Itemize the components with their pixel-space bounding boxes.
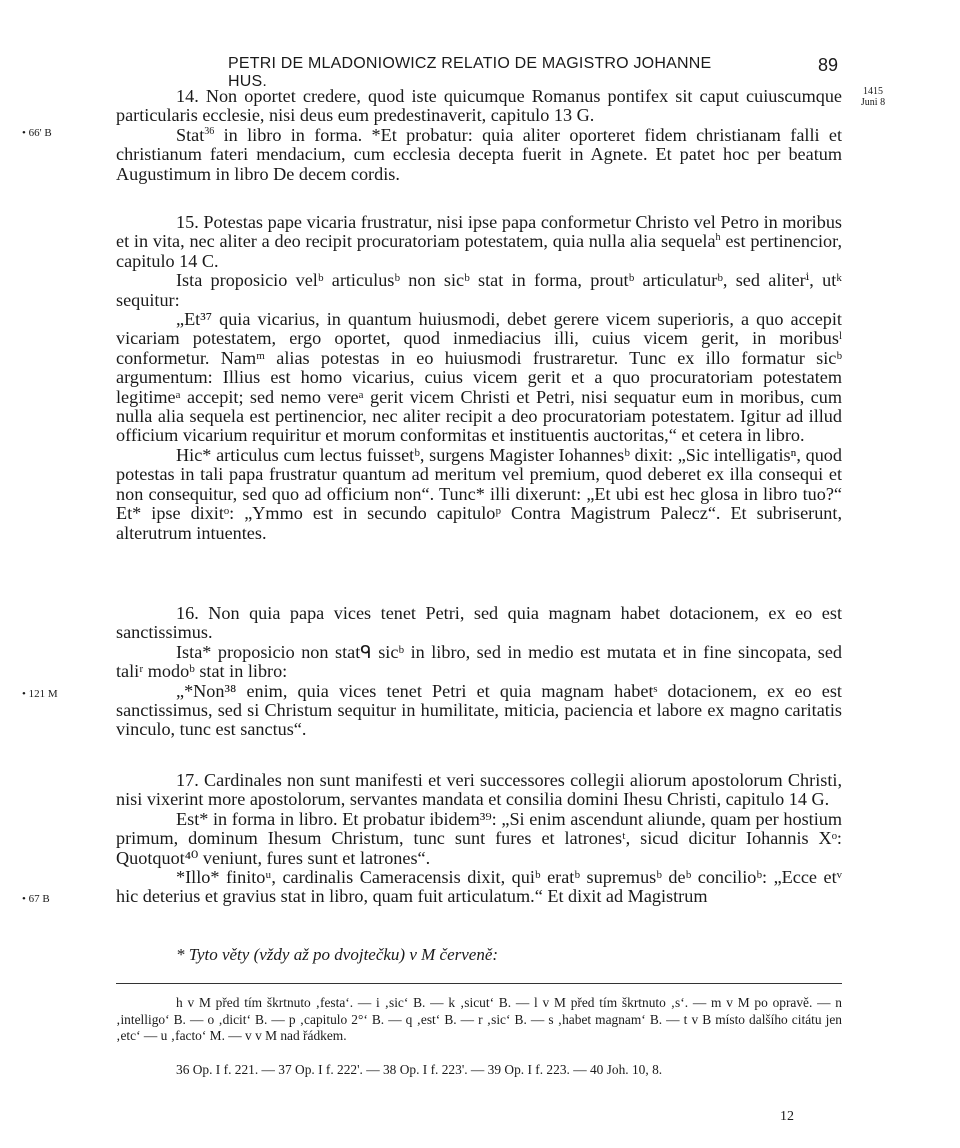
- article-15-quote: „Et³⁷ quia vicarius, in quantum huiusmodi, debet gerere vicem superioris, a quo accepit vicariam potestatem, ergo oportet, quod inmediacius illi, cuius vicem gerit, in moribusˡ conformetur. Namᵐ alias potestas in eo huiusmodi frustraretur. Tunc ex illo formatur sicᵇ argumentum: Illius est homo vicarius, cuius vicem gerit et a quo procuratoriam potestatem legitimeᵃ accepit; sed nemo vereᵃ gerit vicem Christi et Petri, nisi sequatur eum in moribus, cum nulla alia sequela est pertinencior, nec aliter recipit a deo procuratoriam potestatem. Igitur ad illud officium vicarium requiritur et morum conformitas et instituentis auctoritas,“ et cetera in libro.: [116, 309, 842, 446]
- article-16-comment: Ista* proposicio non statᑫ sicᵇ in libro, sed in medio est mutata et in fine sincopata, sed taliʳ modoᵇ stat in libro:: [116, 641, 842, 682]
- footnotes-apparatus: [116, 995, 842, 1045]
- running-head: PETRI DE MLADONIOWICZ RELATIO DE MAGISTRO JOHANNE HUS.: [228, 55, 712, 90]
- article-16-quote: „*Non³⁸ enim, quia vices tenet Petri et quia magnam habetˢ dotacionem, ex eo est sanctissimus, sed si Christum sequitur in humilitate, miticia, paciencia et labore ex magno caritatis vinculo, tunc est sanctus“.: [116, 680, 842, 740]
- paragraph-14: [116, 87, 842, 184]
- margin-month: Juni 8: [860, 97, 886, 108]
- article-15: [116, 213, 842, 271]
- footnote-rule: [116, 983, 842, 984]
- article-17-discussion: *Illo* finitoᵘ, cardinalis Cameracensis dixit, quiᵇ eratᵇ supremusᵇ deᵇ concilioᵇ: „Ecce etᵛ hic deterius et gravius stat in libro, quam fuit articulatum.“ Et dixit ad Magistrum: [116, 867, 842, 907]
- paragraph-15: [116, 213, 842, 543]
- article-14: 14. Non oportet credere, quod iste quicumque Romanus pontifex sit caput cuiuscumque particularis ecclesie, nisi deus eum predestinaverit, capitulo 13 G.: [116, 86, 842, 126]
- page-number: 89: [818, 55, 839, 75]
- article-15-discussion: Hic* articulus cum lectus fuissetᵇ, surgens Magister Iohannesᵇ dixit: „Sic intelligatisⁿ, quod potestas in tali papa frustratur quantum ad meritum vel premium, quod deberet ex illa consequi et non consequitur, sed quo ad officium non“. Tunc* illi dixerunt: „Et ubi est hec glosa in libro tuo?“ Et* ipse dixitᵒ: „Ymmo est in secundo capituloᵖ Contra Magistrum Palecz“. Et subriserunt, alterutrum intuentes.: [116, 444, 842, 543]
- footnote-sources-line: 36 Op. I f. 221. — 37 Op. I f. 222'. — 38 Op. I f. 223'. — 39 Op. I f. 223. — 40 Joh. 10, 8.: [176, 1062, 663, 1077]
- rubric-note: * Tyto věty (vždy až po dvojtečku) v M červeně:: [176, 945, 499, 964]
- footnote-ref: h: [715, 232, 721, 244]
- article-16: 16. Non quia papa vices tenet Petri, sed quia magnam habet dotacionem, ex eo est sanctissimus.: [116, 603, 842, 643]
- margin-ref-1: • 66' B: [22, 127, 52, 139]
- margin-date: [850, 86, 896, 108]
- margin-year: 1415: [863, 86, 883, 97]
- text-span: 15. Potestas pape vicaria frustratur, nisi ipse papa conformetur Christo vel Petro in moribus et in vita, nec aliter a deo recipit procuratoriam potestatem, quia nulla alia sequela: [116, 212, 842, 252]
- article-17: 17. Cardinales non sunt manifesti et veri successores collegii aliorum apostolorum Christi, nisi vixerint more apostolorum, servantes mandata et consilia domini Ihesu Christi, capitulo 14 G.: [116, 770, 842, 810]
- article-17-comment: Est* in forma in libro. Et probatur ibidem³⁹: „Si enim ascendunt aliunde, quam per hostium primum, dominum Ihesum Christum, tunc sunt fures et latronesᵗ, sicud dicitur Iohannis Xᵒ: Quotquot⁴⁰ veniunt, fures sunt et latrones“.: [116, 808, 842, 868]
- signature-mark: 12: [780, 1109, 794, 1124]
- paragraph-16: [116, 604, 842, 740]
- paragraph-17: [116, 771, 842, 907]
- footnotes-sources: [116, 1062, 842, 1079]
- footnote-critical: h v M před tím škrtnuto ‚festa‘. — i ‚sic‘ B. — k ‚sicut‘ B. — l v M před tím škrtnuto ‚s‘. — m v M po opravě. — n ‚intelligo‘ B. — o ‚dicit‘ B. — p ‚capitulo 2°‘ B. — q ‚est‘ B. — r ‚sic‘ B. — s ‚habet magnam‘ B. — t v B místo dalšího citátu jen ‚etc‘ — u ‚facto‘ M. — v v M nad řádkem.: [116, 995, 842, 1043]
- text-span: in libro in forma. *Et probatur: quia aliter oporteret fidem christianam falli et christianum fateri mendacium, cum ecclesia decepta fuerit in Agnete. Et patet hoc per beatum Augustimum in libro De decem cordis.: [116, 124, 842, 184]
- article-14-comment: [116, 126, 842, 184]
- article-15-comment: Ista proposicio velᵇ articulusᵇ non sicᵇ stat in forma, proutᵇ articulaturᵇ, sed aliterⁱ, utᵏ sequitur:: [116, 270, 842, 310]
- footnote-ref: 36: [204, 125, 215, 137]
- text-span: Stat: [176, 124, 205, 145]
- margin-ref-2: • 121 M: [22, 688, 58, 700]
- margin-ref-3: • 67 B: [22, 893, 50, 905]
- text-span: est pertinencior, capitulo 14 C.: [116, 231, 843, 271]
